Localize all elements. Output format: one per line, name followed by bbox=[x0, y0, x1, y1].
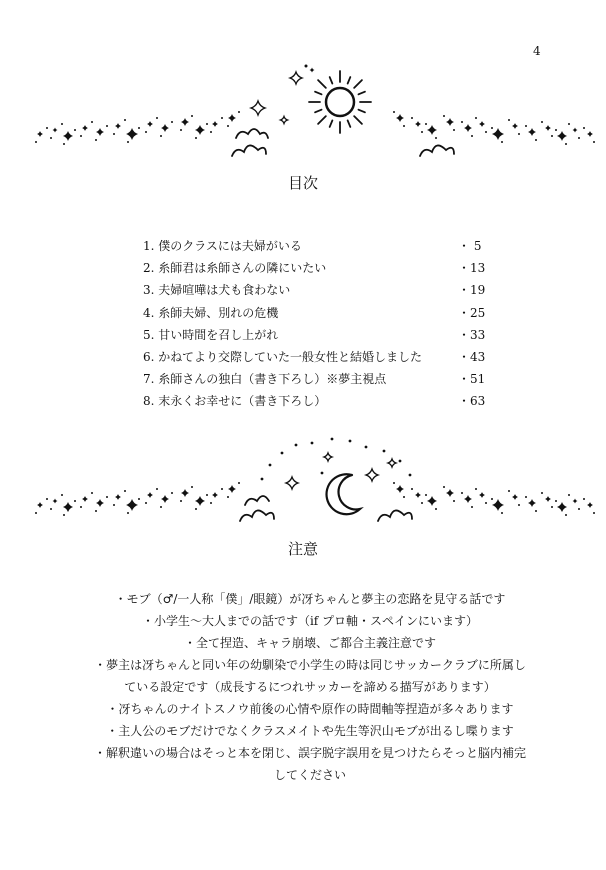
toc-entry bbox=[143, 257, 488, 279]
dot-icon bbox=[565, 143, 567, 145]
dot-icon bbox=[508, 119, 510, 121]
dot-icon bbox=[578, 508, 580, 510]
dot-icon bbox=[403, 125, 405, 127]
sparkle-icon bbox=[446, 118, 454, 126]
cloud-icon bbox=[420, 145, 454, 156]
dot-icon bbox=[411, 117, 413, 119]
dot-icon bbox=[421, 131, 423, 133]
sparkle-icon bbox=[53, 499, 58, 504]
sun-ray bbox=[330, 120, 333, 126]
dot-icon bbox=[191, 486, 193, 488]
sun-ray bbox=[318, 80, 326, 88]
note-line: ・主人公のモブだけでなくクラスメイトや先生等沢山モブが出るし喋ります bbox=[106, 724, 514, 738]
note-line: ・冴ちゃんのナイトスノウ前後の心情や原作の時間軸等捏造が多々あります bbox=[106, 702, 514, 716]
dot-icon bbox=[578, 137, 580, 139]
dot-icon bbox=[50, 137, 52, 139]
dot-icon bbox=[555, 500, 557, 502]
dot-icon bbox=[124, 119, 126, 121]
cloud-icon bbox=[232, 145, 266, 156]
sparkle-icon bbox=[53, 128, 58, 133]
dot-icon bbox=[485, 502, 487, 504]
sparkle-icon bbox=[464, 495, 472, 503]
note-line: ・小学生〜大人までの話です（if プロ軸・スペインにいます） bbox=[141, 614, 479, 628]
toc-entry bbox=[143, 390, 488, 412]
dot-icon bbox=[551, 506, 553, 508]
dot-icon bbox=[321, 472, 324, 475]
dot-icon bbox=[518, 133, 520, 135]
toc-entry-page: ・43 bbox=[458, 349, 486, 364]
toc-entry bbox=[143, 235, 488, 257]
dot-icon bbox=[113, 133, 115, 135]
sun-ray bbox=[348, 77, 351, 83]
dot-icon bbox=[425, 123, 427, 125]
sparkle-icon bbox=[147, 121, 153, 127]
dot-icon bbox=[95, 510, 97, 512]
toc-entry-label: 1. 僕のクラスには夫婦がいる bbox=[143, 239, 302, 253]
sun-ray bbox=[315, 92, 321, 95]
dot-icon bbox=[35, 512, 37, 514]
dot-icon bbox=[525, 125, 527, 127]
dot-icon bbox=[491, 127, 493, 129]
table-of-contents bbox=[143, 235, 488, 413]
sun-ray bbox=[358, 92, 364, 95]
dot-icon bbox=[106, 125, 108, 127]
sparkle-icon bbox=[286, 477, 298, 489]
dot-icon bbox=[221, 117, 223, 119]
sparkle-icon bbox=[96, 128, 104, 136]
moon-ornament bbox=[0, 435, 606, 535]
dot-icon bbox=[541, 121, 543, 123]
dot-icon bbox=[383, 450, 386, 453]
dot-icon bbox=[171, 121, 173, 123]
dot-icon bbox=[583, 127, 585, 129]
dot-icon bbox=[453, 129, 455, 131]
sparkle-icon bbox=[545, 125, 551, 131]
dot-icon bbox=[46, 127, 48, 129]
toc-entry-label: 4. 糸師夫婦、別れの危機 bbox=[143, 305, 279, 320]
sparkle-icon bbox=[415, 492, 421, 498]
dot-icon bbox=[541, 492, 543, 494]
dot-icon bbox=[63, 143, 65, 145]
dot-icon bbox=[365, 446, 368, 449]
toc-entry-page: ・63 bbox=[458, 394, 486, 409]
dot-icon bbox=[95, 139, 97, 141]
dot-icon bbox=[261, 478, 264, 481]
dot-icon bbox=[411, 488, 413, 490]
dot-icon bbox=[393, 111, 395, 113]
dot-icon bbox=[156, 488, 158, 490]
sparkle-icon bbox=[528, 499, 536, 507]
page-number: 4 bbox=[533, 44, 541, 58]
dot-icon bbox=[221, 488, 223, 490]
dot-icon bbox=[61, 123, 63, 125]
sparkle-icon bbox=[464, 124, 472, 132]
dot-icon bbox=[80, 135, 82, 137]
toc-entry-page: ・33 bbox=[458, 327, 486, 342]
dot-icon bbox=[501, 141, 503, 143]
sparkle-icon bbox=[492, 499, 504, 511]
dot-icon bbox=[583, 498, 585, 500]
sun-ray bbox=[348, 120, 351, 126]
cloud-icon bbox=[240, 510, 274, 521]
cloud-icon bbox=[378, 510, 412, 521]
dot-icon bbox=[281, 452, 284, 455]
sparkle-icon bbox=[96, 499, 104, 507]
dot-icon bbox=[475, 488, 477, 490]
sparkle-icon bbox=[212, 492, 218, 498]
dot-icon bbox=[435, 508, 437, 510]
dot-icon bbox=[61, 494, 63, 496]
sparkle-icon bbox=[161, 495, 169, 503]
dot-icon bbox=[435, 137, 437, 139]
dot-icon bbox=[227, 496, 229, 498]
dot-icon bbox=[206, 123, 208, 125]
toc-title: 目次 bbox=[287, 174, 318, 192]
dot-icon bbox=[453, 500, 455, 502]
dot-icon bbox=[501, 512, 503, 514]
sun-ray bbox=[354, 116, 362, 124]
sparkle-icon bbox=[512, 494, 518, 500]
sun-ray bbox=[330, 77, 333, 83]
sparkle-icon bbox=[228, 485, 236, 493]
sparkle-icon bbox=[573, 128, 578, 133]
note-line: ている設定です（成長するにつれサッカーを諦める描写があります） bbox=[124, 680, 496, 694]
dot-icon bbox=[491, 498, 493, 500]
dot-icon bbox=[425, 494, 427, 496]
sparkle-icon bbox=[181, 118, 189, 126]
sparkle-icon bbox=[492, 128, 504, 140]
sparkle-icon bbox=[324, 453, 332, 461]
dot-icon bbox=[421, 502, 423, 504]
dot-icon bbox=[63, 514, 65, 516]
sparkle-icon bbox=[366, 469, 378, 481]
toc-entry-label: 3. 夫婦喧嘩は犬も食わない bbox=[143, 283, 291, 298]
dot-icon bbox=[485, 131, 487, 133]
sparkle-icon bbox=[396, 485, 404, 493]
dot-icon bbox=[113, 504, 115, 506]
sparkle-icon bbox=[181, 489, 189, 497]
toc-entry bbox=[143, 346, 488, 368]
dot-icon bbox=[180, 129, 182, 131]
toc-entry bbox=[143, 302, 488, 324]
sparkle-icon bbox=[82, 496, 88, 502]
toc-entry bbox=[143, 368, 488, 390]
dot-icon bbox=[593, 512, 595, 514]
sparkle-icon bbox=[63, 131, 73, 141]
notes-title: 注意 bbox=[287, 540, 318, 558]
sparkle-icon bbox=[587, 502, 593, 508]
sparkle-icon bbox=[126, 128, 138, 140]
dot-icon bbox=[138, 498, 140, 500]
sparkle-icon bbox=[147, 492, 153, 498]
toc-entry bbox=[143, 279, 488, 301]
sparkle-icon bbox=[115, 123, 121, 129]
sparkle-icon bbox=[126, 499, 138, 511]
sun-ray bbox=[318, 116, 326, 124]
sparkle-icon bbox=[528, 128, 536, 136]
cloud-icon bbox=[236, 129, 268, 138]
sparkle-icon bbox=[212, 121, 218, 127]
dot-icon bbox=[461, 121, 463, 123]
dot-icon bbox=[106, 496, 108, 498]
dot-icon bbox=[555, 129, 557, 131]
toc-entry-label: 6. かねてより交際していた一般女性と結婚しました bbox=[143, 349, 422, 364]
dot-icon bbox=[551, 135, 553, 137]
sparkle-icon bbox=[396, 114, 404, 122]
dot-icon bbox=[160, 506, 162, 508]
sun-ray bbox=[315, 110, 321, 113]
dot-icon bbox=[525, 496, 527, 498]
dot-icon bbox=[399, 460, 402, 463]
dot-icon bbox=[210, 131, 212, 133]
toc-entry-page: ・13 bbox=[458, 261, 486, 276]
dot-icon bbox=[568, 494, 570, 496]
note-line: ・夢主は冴ちゃんと同い年の幼馴染で小学生の時は同じサッカークラブに所属し bbox=[94, 658, 526, 672]
dot-icon bbox=[46, 498, 48, 500]
dot-icon bbox=[91, 492, 93, 494]
dot-icon bbox=[475, 117, 477, 119]
dot-icon bbox=[124, 490, 126, 492]
sparkle-icon bbox=[427, 496, 437, 506]
toc-entry-page: ・51 bbox=[458, 372, 486, 387]
sparkle-icon bbox=[573, 499, 578, 504]
sparkle-icon bbox=[161, 124, 169, 132]
sun-ornament bbox=[0, 60, 606, 170]
notes-list bbox=[70, 588, 550, 786]
dot-icon bbox=[295, 444, 298, 447]
dot-icon bbox=[210, 502, 212, 504]
dot-icon bbox=[227, 125, 229, 127]
dot-icon bbox=[145, 502, 147, 504]
sparkle-icon bbox=[388, 459, 396, 467]
note-line: ・モブ（♂/一人称「僕」/眼鏡）が冴ちゃんと夢主の恋路を見守る話です bbox=[114, 592, 506, 606]
dot-icon bbox=[461, 492, 463, 494]
dot-icon bbox=[127, 141, 129, 143]
moon-icon bbox=[327, 474, 360, 514]
dot-icon bbox=[238, 482, 240, 484]
toc-entry-label: 5. 甘い時間を召し上がれ bbox=[143, 327, 279, 342]
dot-icon bbox=[349, 440, 352, 443]
sparkle-icon bbox=[479, 492, 485, 498]
dot-icon bbox=[535, 510, 537, 512]
sparkle-icon bbox=[63, 502, 73, 512]
dot-icon bbox=[565, 514, 567, 516]
sparkle-icon bbox=[557, 131, 567, 141]
dot-icon bbox=[74, 129, 76, 131]
sparkle-icon bbox=[310, 68, 315, 73]
sparkle-icon bbox=[587, 131, 593, 137]
dot-icon bbox=[171, 492, 173, 494]
sparkle-icon bbox=[290, 72, 302, 84]
sparkle-icon bbox=[545, 496, 551, 502]
toc-entry-page: ・ 5 bbox=[458, 239, 482, 253]
dot-icon bbox=[160, 135, 162, 137]
sparkle-icon bbox=[281, 117, 288, 124]
dot-icon bbox=[206, 494, 208, 496]
sparkle-icon bbox=[195, 496, 205, 506]
dot-icon bbox=[409, 474, 412, 477]
dot-icon bbox=[191, 115, 193, 117]
dot-icon bbox=[593, 141, 595, 143]
note-line: してください bbox=[273, 768, 346, 782]
dot-icon bbox=[311, 442, 314, 445]
note-line: ・全て捏造、キャラ崩壊、ご都合主義注意です bbox=[183, 636, 436, 650]
dot-icon bbox=[156, 117, 158, 119]
dot-icon bbox=[535, 139, 537, 141]
note-line: ・解釈違いの場合はそっと本を閉じ、誤字脱字誤用を見つけたらそっと脳内補完 bbox=[93, 746, 526, 760]
dot-icon bbox=[138, 127, 140, 129]
dot-icon bbox=[471, 135, 473, 137]
sparkle-icon bbox=[37, 502, 43, 508]
sparkle-icon bbox=[512, 123, 518, 129]
dot-icon bbox=[74, 500, 76, 502]
dot-icon bbox=[269, 464, 272, 467]
sparkle-icon bbox=[228, 114, 236, 122]
cloud-icon bbox=[245, 496, 269, 505]
sparkle-icon bbox=[37, 131, 43, 137]
sparkle-icon bbox=[557, 502, 567, 512]
dot-icon bbox=[403, 496, 405, 498]
sparkle-icon bbox=[427, 125, 437, 135]
dot-icon bbox=[508, 490, 510, 492]
dot-icon bbox=[443, 486, 445, 488]
dot-icon bbox=[127, 512, 129, 514]
dot-icon bbox=[238, 111, 240, 113]
dot-icon bbox=[393, 482, 395, 484]
sparkle-icon bbox=[251, 101, 265, 115]
toc-entry-page: ・25 bbox=[458, 305, 486, 320]
sparkle-icon bbox=[415, 121, 421, 127]
dot-icon bbox=[331, 438, 334, 441]
dot-icon bbox=[568, 123, 570, 125]
toc-entry-label: 8. 末永くお幸せに（書き下ろし） bbox=[143, 394, 327, 409]
dot-icon bbox=[91, 121, 93, 123]
sun-ray bbox=[358, 110, 364, 113]
toc-entry-label: 2. 糸師君は糸師さんの隣にいたい bbox=[143, 261, 327, 276]
dot-icon bbox=[305, 65, 308, 68]
sparkle-icon bbox=[82, 125, 88, 131]
dot-icon bbox=[195, 508, 197, 510]
toc-entry-label: 7. 糸師さんの独白（書き下ろし）※夢主視点 bbox=[143, 372, 387, 387]
sparkle-icon bbox=[479, 121, 485, 127]
sun-ray bbox=[354, 80, 362, 88]
sparkle-icon bbox=[446, 489, 454, 497]
sparkle-icon bbox=[195, 125, 205, 135]
dot-icon bbox=[80, 506, 82, 508]
dot-icon bbox=[35, 141, 37, 143]
dot-icon bbox=[180, 500, 182, 502]
dot-icon bbox=[471, 506, 473, 508]
dot-icon bbox=[145, 131, 147, 133]
dot-icon bbox=[443, 115, 445, 117]
dot-icon bbox=[195, 137, 197, 139]
dot-icon bbox=[50, 508, 52, 510]
toc-entry bbox=[143, 324, 488, 346]
sparkle-icon bbox=[115, 494, 121, 500]
sun-icon bbox=[326, 88, 354, 116]
dot-icon bbox=[518, 504, 520, 506]
toc-entry-page: ・19 bbox=[458, 283, 486, 298]
